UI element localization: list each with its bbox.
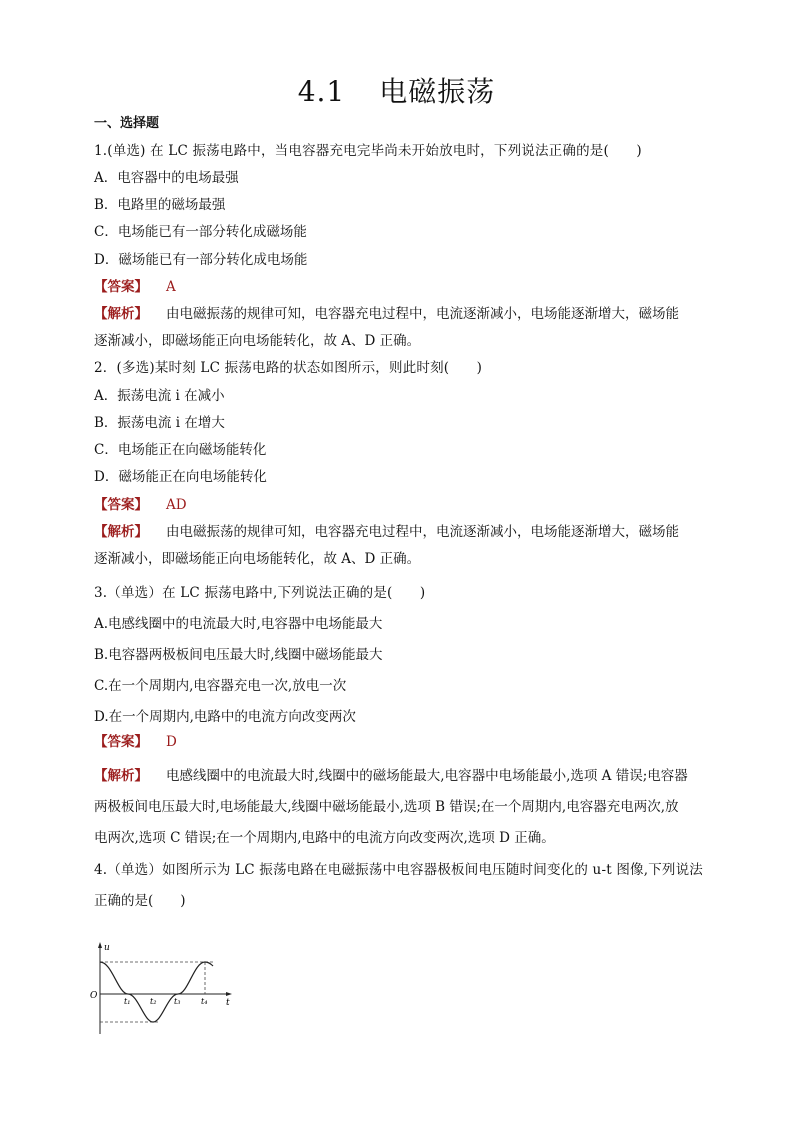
- q2-answer-tag: 【答案】: [94, 497, 148, 513]
- q3-analysis-line-1: 电感线圈中的电流最大时,线圈中的磁场能最大,电容器中电场能最小,选项 A 错误;电容器: [166, 768, 688, 784]
- q3-answer: D: [166, 734, 177, 750]
- q3-analysis-line-3: 电两次,选项 C 错误;在一个周期内,电路中的电流方向改变两次,选项 D 正确。: [94, 830, 555, 846]
- q3-option-c: C.在一个周期内,电容器充电一次,放电一次: [94, 678, 347, 694]
- q3-option-b: B.电容器两极板间电压最大时,线圈中磁场能最大: [94, 647, 383, 663]
- title-text: 电磁振荡: [379, 75, 496, 108]
- q1-answer-row: [94, 277, 176, 297]
- q2-stem: 2．(多选)某时刻 LC 振荡电路的状态如图所示，则此时刻( ): [94, 360, 483, 376]
- q2-option-d: D．磁场能正在向电场能转化: [94, 469, 267, 485]
- q2-option-c: C．电场能正在向磁场能转化: [94, 442, 267, 458]
- q2-answer-row: [94, 495, 187, 515]
- q3-analysis-line-2: 两极板间电压最大时,电场能最大,线圈中磁场能最小,选项 B 错误;在一个周期内,电容器充电两次,放: [94, 799, 679, 815]
- tick-label-t2: t₂: [150, 997, 157, 1006]
- x-axis-arrow: [226, 992, 232, 996]
- q1-answer: A: [166, 279, 176, 295]
- q1-option-d: D．磁场能已有一部分转化成电场能: [94, 252, 308, 268]
- q4-stem-line-1: 4.（单选）如图所示为 LC 振荡电路在电磁振荡中电容器极板间电压随时间变化的 u-t 图像,下列说法: [94, 862, 704, 878]
- q2-option-a: A．振荡电流 i 在减小: [94, 388, 225, 404]
- q3-option-a: A.电感线圈中的电流最大时,电容器中电场能最大: [94, 616, 383, 632]
- q2-analysis-tag: 【解析】: [94, 524, 148, 540]
- q4-stem-line-2: 正确的是( ): [94, 893, 186, 909]
- tick-label-t1: t₁: [124, 997, 131, 1006]
- q1-answer-tag: 【答案】: [94, 279, 148, 295]
- q2-option-b: B．振荡电流 i 在增大: [94, 415, 225, 431]
- q1-analysis-line-1: 由电磁振荡的规律可知，电容器充电过程中，电流逐渐减小，电场能逐渐增大，磁场能: [166, 306, 679, 322]
- q3-analysis-tag: 【解析】: [94, 768, 148, 784]
- y-axis-arrow: [98, 942, 102, 948]
- q2-analysis-row: [94, 522, 679, 542]
- q3-answer-row: [94, 732, 177, 752]
- q1-option-b: B．电路里的磁场最强: [94, 197, 226, 213]
- y-axis-label: u: [104, 943, 110, 953]
- q2-analysis-line-2: 逐渐减小，即磁场能正向电场能转化，故 A、D 正确。: [94, 551, 421, 567]
- q3-analysis-row: [94, 766, 688, 786]
- q3-answer-tag: 【答案】: [94, 734, 148, 750]
- q2-answer: AD: [166, 497, 187, 513]
- voltage-curve: [100, 962, 213, 1022]
- q1-option-a: A．电容器中的电场最强: [94, 170, 239, 186]
- u-t-figure: [88, 938, 238, 1038]
- q3-stem: 3.（单选）在 LC 振荡电路中,下列说法正确的是( ): [94, 585, 426, 601]
- origin-label: O: [90, 991, 98, 1001]
- page-title: [0, 72, 793, 112]
- section-heading: 一、选择题: [94, 116, 160, 131]
- q1-stem: 1.(单选) 在 LC 振荡电路中，当电容器充电完毕尚未开始放电时，下列说法正确的是( ): [94, 143, 642, 159]
- q3-option-d: D.在一个周期内,电路中的电流方向改变两次: [94, 709, 356, 725]
- tick-label-t4: t₄: [201, 997, 208, 1006]
- tick-label-t3: t₃: [174, 997, 181, 1006]
- title-number: 4.1: [297, 75, 346, 108]
- q1-analysis-row: [94, 304, 679, 324]
- x-axis-label: t: [226, 998, 230, 1008]
- q1-analysis-line-2: 逐渐减小，即磁场能正向电场能转化，故 A、D 正确。: [94, 333, 421, 349]
- q1-analysis-tag: 【解析】: [94, 306, 148, 322]
- q2-analysis-line-1: 由电磁振荡的规律可知，电容器充电过程中，电流逐渐减小，电场能逐渐增大，磁场能: [166, 524, 679, 540]
- q1-option-c: C．电场能已有一部分转化成磁场能: [94, 224, 307, 240]
